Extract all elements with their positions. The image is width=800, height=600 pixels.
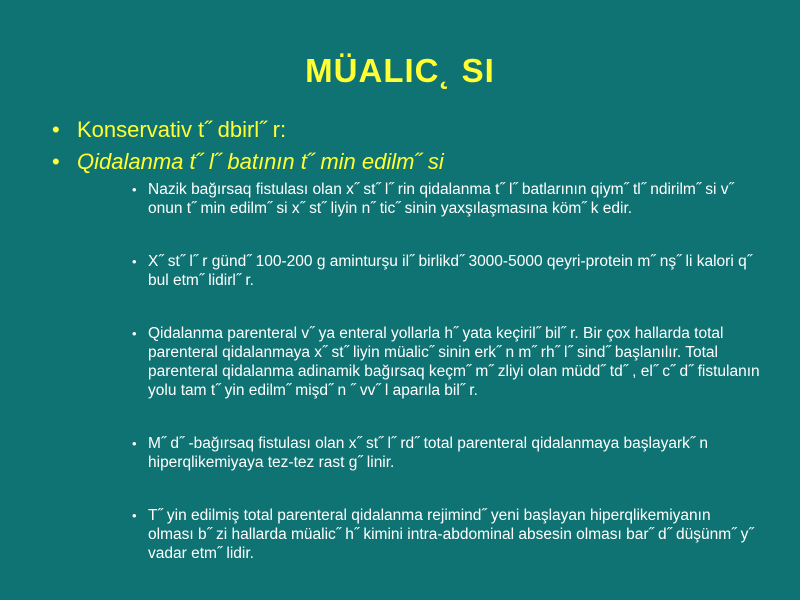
sub-bullet-item	[130, 434, 760, 472]
sub-bullet-text: X˝ st˝ l˝ r günd˝ 100-200 g aminturşu il˝ birlikd˝ 3000-5000 qeyri-protein m˝ nş˝ li kalori q˝ bul etm˝ lidirl˝ r.	[148, 253, 752, 289]
slide-title: MÜALIC˛ SI	[305, 52, 495, 89]
bullet-icon: •	[52, 117, 60, 142]
main-bullet-item	[52, 146, 444, 178]
bullet-icon: •	[132, 508, 137, 523]
sub-bullet-text: M˝ d˝ -bağırsaq fistulası olan x˝ st˝ l˝ rd˝ total parenteral qidalanmaya başlayark˝ n hiperqlikemiyaya tez-tez rast g˝ linir.	[148, 435, 708, 471]
sub-bullet-item	[130, 180, 760, 218]
main-bullet-text: Qidalanma t˝ l˝ batının t˝ min edilm˝ si	[77, 149, 444, 174]
main-bullet-item	[52, 114, 444, 146]
bullet-icon: •	[52, 149, 60, 174]
bullet-icon: •	[132, 436, 137, 451]
main-bullet-list	[52, 114, 444, 178]
bullet-icon: •	[132, 182, 137, 197]
sub-bullet-text: Nazik bağırsaq fistulası olan x˝ st˝ l˝ rin qidalanma t˝ l˝ batlarının qiym˝ tl˝ ndirilm˝ si v˝ onun t˝ min edilm˝ si x˝ st˝ liyin n˝ tic˝ sinin yaxşılaşmasına köm˝ k edir.	[148, 181, 734, 217]
sub-bullet-item	[130, 506, 760, 563]
sub-bullet-text: Qidalanma parenteral v˝ ya enteral yollarla h˝ yata keçiril˝ bil˝ r. Bir çox hallarda total parenteral qidalanmaya x˝ st˝ liyin müalic˝ sinin erk˝ n m˝ rh˝ l˝ sind˝ başlanılır. Total parenteral qidalanma adinamik bağırsaq keçm˝ m˝ zliyi olan müdd˝ td˝ , el˝ c˝ d˝ fistulanın yolu tam t˝ yin edilm˝ mişd˝ n ˝ vv˝ l aparıla bil˝ r.	[148, 325, 760, 399]
main-bullet-text: Konservativ t˝ dbirl˝ r:	[77, 117, 287, 142]
sub-bullet-item	[130, 324, 760, 400]
bullet-icon: •	[132, 254, 137, 269]
sub-bullet-item	[130, 252, 760, 290]
sub-bullet-list	[130, 180, 760, 597]
sub-bullet-text: T˝ yin edilmiş total parenteral qidalanma rejimind˝ yeni başlayan hiperqlikemiyanın olması b˝ zi hallarda müalic˝ h˝ kimini intra-abdominal absesin olması bar˝ d˝ düşünm˝ y˝ vadar etm˝ lidir.	[148, 507, 754, 562]
bullet-icon: •	[132, 326, 137, 341]
